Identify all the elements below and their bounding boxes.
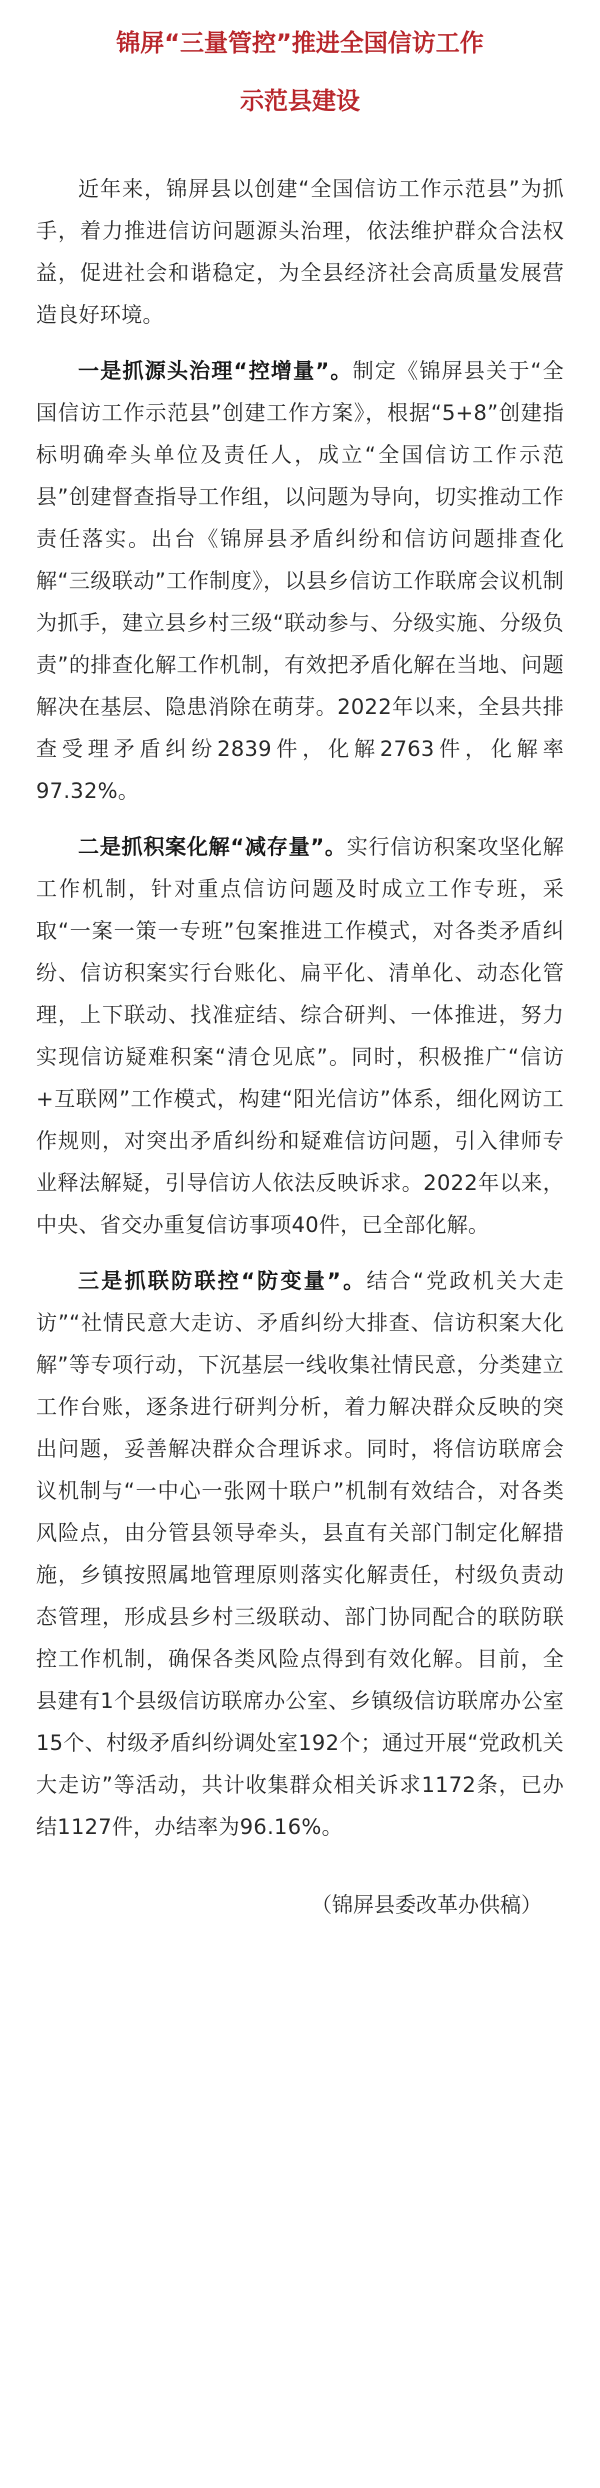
paragraph-joint-prevention	[36, 1260, 564, 1848]
paragraph-lead: 一是抓源头治理“控增量”。	[78, 359, 353, 383]
paragraph-lead: 三是抓联防联控“防变量”。	[78, 1269, 367, 1293]
intro-paragraph	[36, 168, 564, 336]
paragraph-text: 制定《锦屏县关于“全国信访工作示范县”创建工作方案》，根据“5+8”创建指标明确牵头单位及责任人，成立“全国信访工作示范县”创建督查指导工作组，以问题为导向，切实推动工作责任落实。出台《锦屏县矛盾纠纷和信访问题排查化解“三级联动”工作制度》，以县乡信访工作联席会议机制为抓手，建立县乡村三级“联动参与、分级实施、分级负责”的排查化解工作机制，有效把矛盾化解在当地、问题解决在基层、隐患消除在萌芽。2022年以来，全县共排查受理矛盾纠纷2839件，化解2763件，化解率97.32%。	[36, 359, 564, 803]
article-source: （锦屏县委改革办供稿）	[311, 1893, 542, 1917]
paragraph-text: 实行信访积案攻坚化解工作机制，针对重点信访问题及时成立工作专班，采取“一案一策一专班”包案推进工作模式，对各类矛盾纠纷、信访积案实行台账化、扁平化、清单化、动态化管理，上下联动、找准症结、综合研判、一体推进，努力实现信访疑难积案“清仓见底”。同时，积极推广“信访+互联网”工作模式，构建“阳光信访”体系，细化网访工作规则，对突出矛盾纠纷和疑难信访问题，引入律师专业释法解疑，引导信访人依法反映诉求。2022年以来，中央、省交办重复信访事项40件，已全部化解。	[36, 835, 564, 1237]
paragraph-backlog-resolution	[36, 826, 564, 1246]
paragraph-lead: 二是抓积案化解“减存量”。	[78, 835, 347, 859]
paragraph-text: 结合“党政机关大走访”“社情民意大走访、矛盾纠纷大排查、信访积案大化解”等专项行动，下沉基层一线收集社情民意，分类建立工作台账，逐条进行研判分析，着力解决群众反映的突出问题，妥善解决群众合理诉求。同时，将信访联席会议机制与“一中心一张网十联户”机制有效结合，对各类风险点，由分管县领导牵头，县直有关部门制定化解措施，乡镇按照属地管理原则落实化解责任，村级负责动态管理，形成县乡村三级联动、部门协同配合的联防联控工作机制，确保各类风险点得到有效化解。目前，全县建有1个县级信访联席办公室、乡镇级信访联席办公室15个、村级矛盾纠纷调处室192个；通过开展“党政机关大走访”等活动，共计收集群众相关诉求1172条，已办结1127件，办结率为96.16%。	[36, 1269, 564, 1839]
paragraph-text: 近年来，锦屏县以创建“全国信访工作示范县”为抓手，着力推进信访问题源头治理，依法维护群众合法权益，促进社会和谐稳定，为全县经济社会高质量发展营造良好环境。	[36, 177, 564, 327]
article-title	[36, 14, 564, 130]
title-line-2: 示范县建设	[240, 87, 360, 115]
paragraph-source-governance	[36, 350, 564, 812]
title-line-1: 锦屏“三量管控”推进全国信访工作	[116, 29, 484, 57]
